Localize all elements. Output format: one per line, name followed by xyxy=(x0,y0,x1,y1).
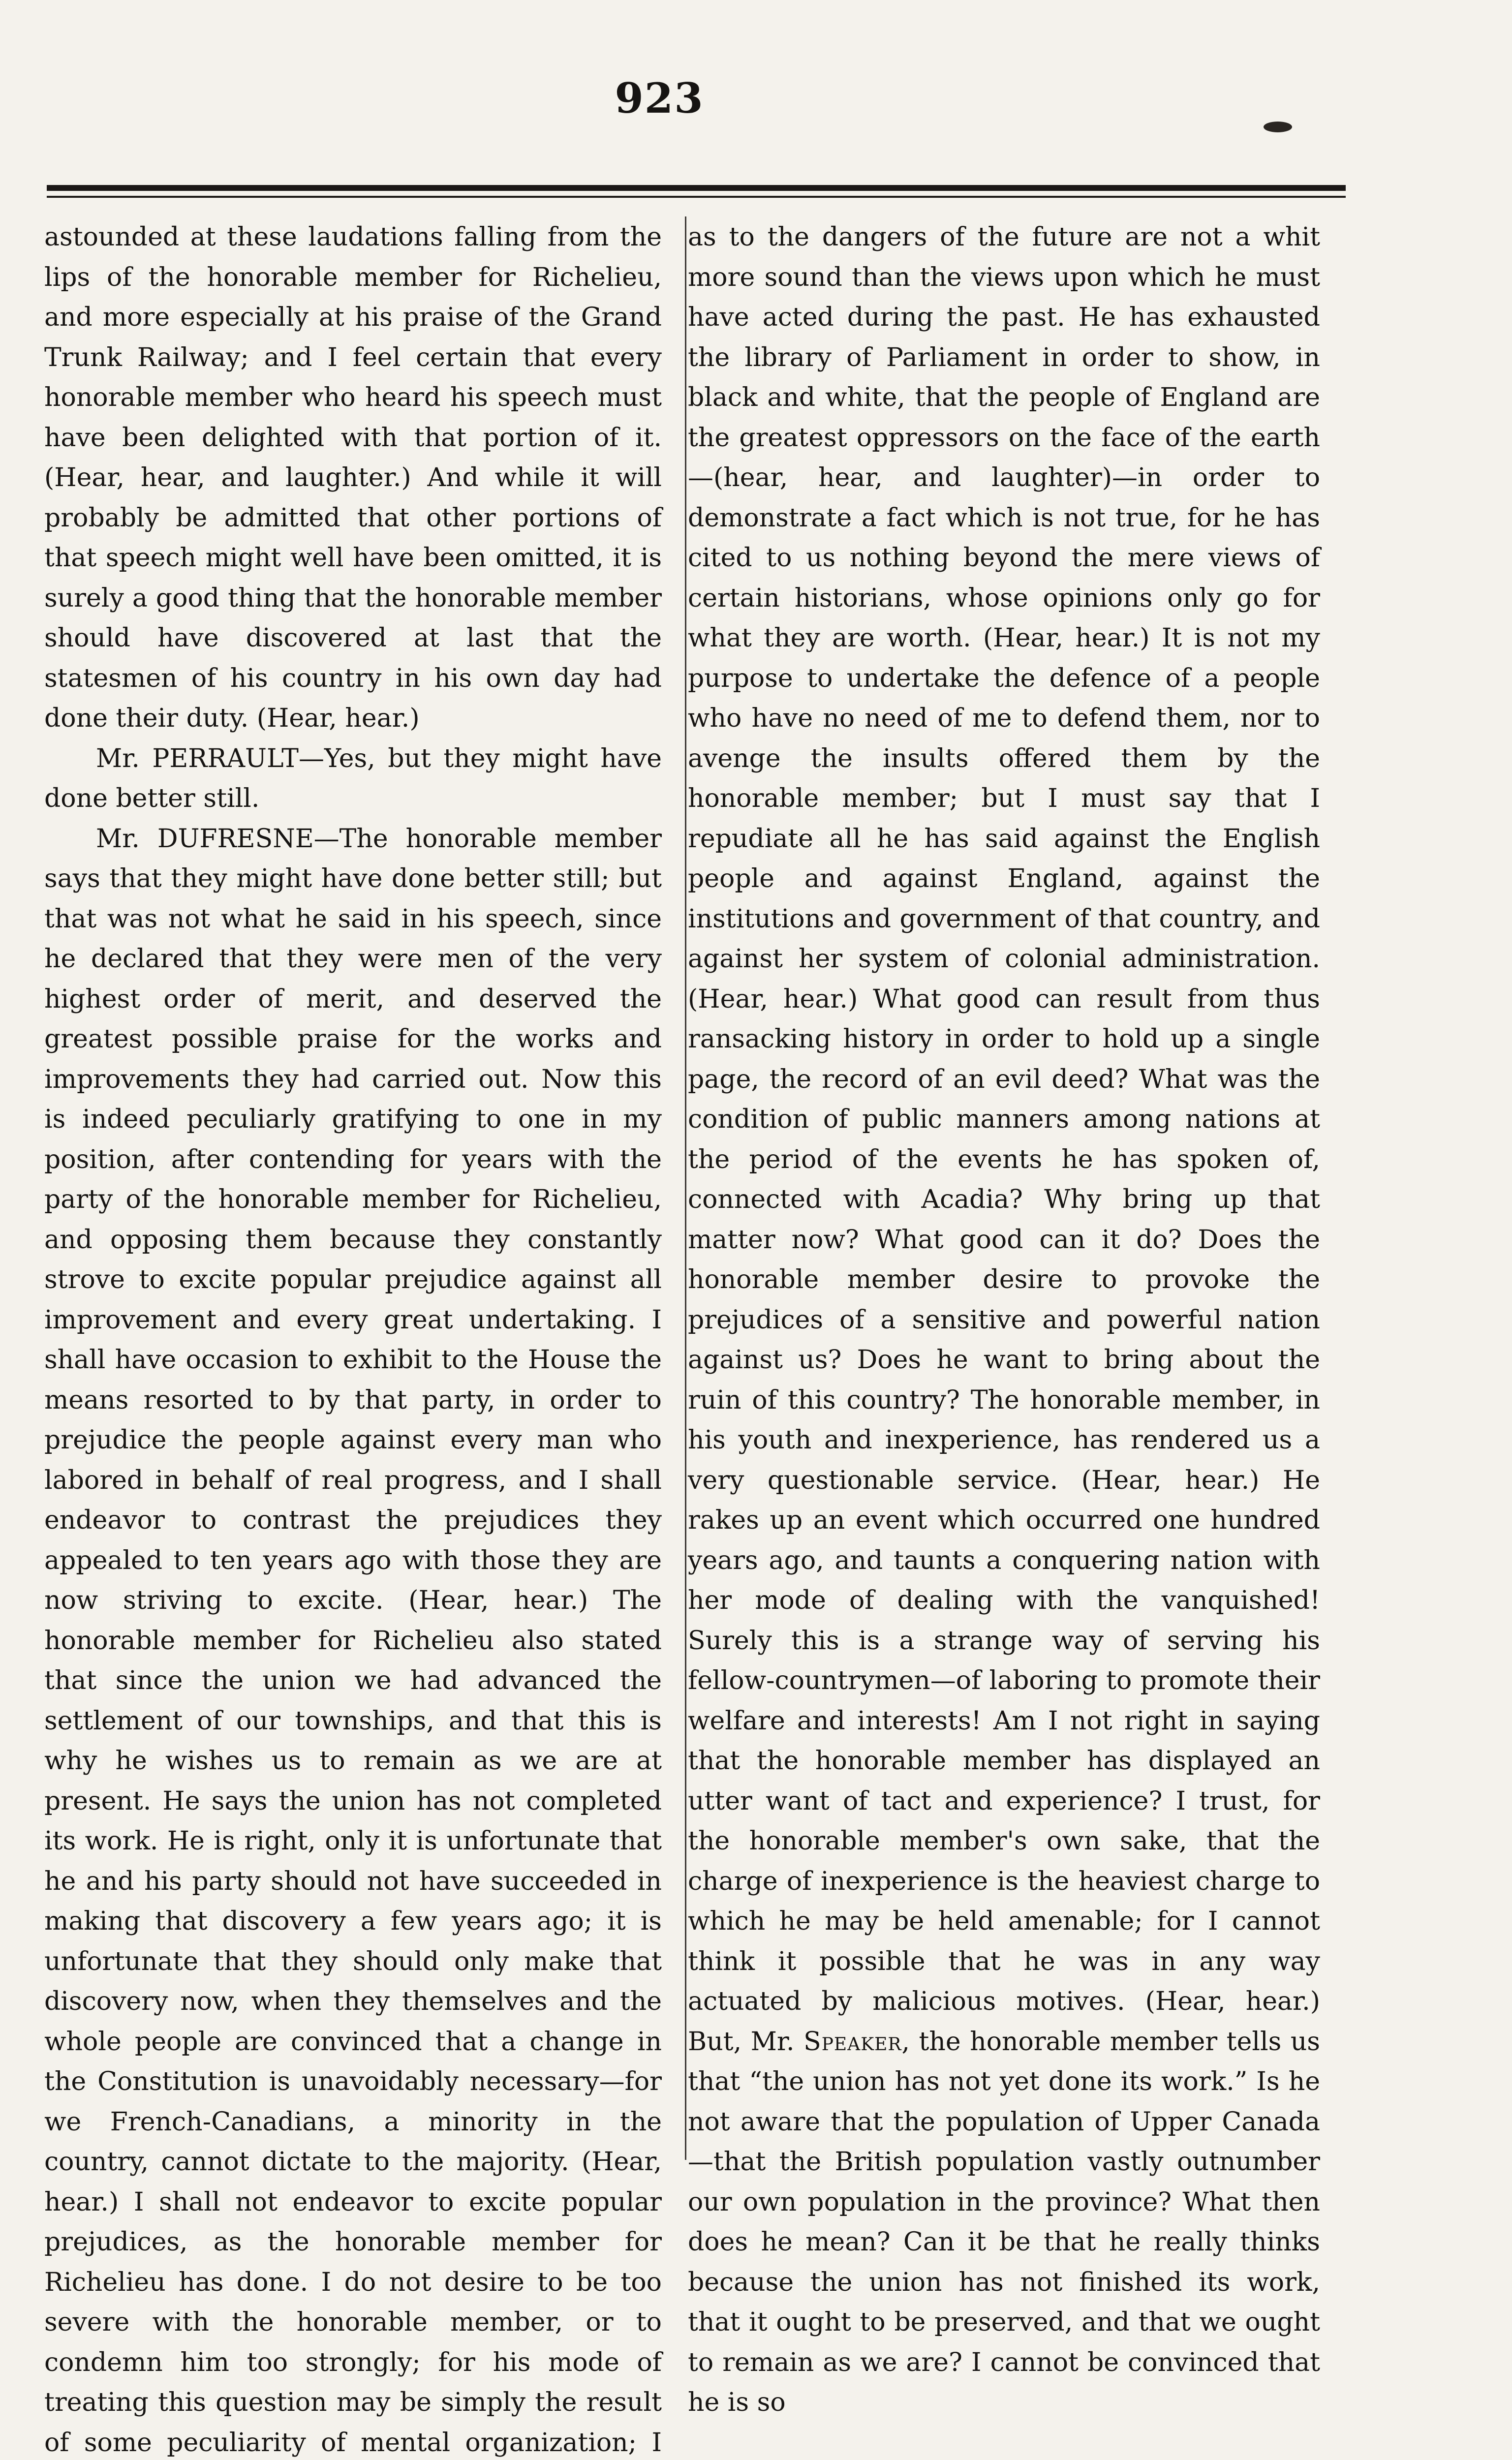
paragraph-perrault xyxy=(44,739,662,819)
paragraph-continuation: astounded at these laudations falling from the lips of the honorable member for Richelieu, and more especially at his praise of the Grand Trunk Railway; and I feel certain that every honorable member who heard his speech must have been delighted with that portion of it. (Hear, hear, and laughter.) And while it will probably be admitted that other portions of that speech might well have been omitted, it is surely a good thing that the honorable member should have discovered at last that the statesmen of his country in his own day had done their duty. (Hear, hear.) xyxy=(44,217,662,739)
right-text-part-2: , the honorable member tells us that “the union has not yet done its work.” Is he not aware that the population of Upper Canada—that the British population vastly outnumber our own population in the province? What then does he mean? Can it be that he really thinks because the union has not finished its work, that it ought to be preserved, and that we ought to remain as we are? I cannot be convinced that he is so xyxy=(688,2027,1320,2418)
perrault-remark: —Yes, but they might have done better still. xyxy=(44,744,662,814)
left-column xyxy=(44,217,662,2377)
paragraph-right xyxy=(688,217,1320,2423)
paragraph-dufresne xyxy=(44,819,662,2460)
speaker-reference: Speaker xyxy=(803,2027,901,2057)
right-text-part-1: as to the dangers of the future are not a whit more sound than the views upon which he must have acted during the past. He has exhausted the library of Parliament in order to show, in black and white, that the people of England are the greatest oppressors on the face of the earth—(hear, hear, and laughter)—in order to demonstrate a fact which is not true, for he has cited to us nothing beyond the mere views of certain historians, whose opinions only go for what they are worth. (Hear, hear.) It is not my purpose to undertake the defence of a people who have no need of me to defend them, nor to avenge the insults offered them by the honorable member; but I must say that I repudiate all he has said against the English people and against England, against the institutions and government of that country, and against her system of colonial administration. (Hear, hear.) What good can result from thus ransacking history in order to hold up a single page, the record of an evil deed? What was the condition of public manners among nations at the period of the events he has spoken of, connected with Acadia? Why bring up that matter now? What good can it do? Does the honorable member desire to provoke the prejudices of a sensitive and powerful nation against us? Does he want to bring about the ruin of this country? The honorable member, in his youth and inexperience, has rendered us a very questionable service. (Hear, hear.) He rakes up an event which occurred one hundred years ago, and taunts a conquering nation with her mode of dealing with the vanquished! Surely this is a strange way of serving his fellow-countrymen—of laboring to promote their welfare and interests! Am I not right in saying that the honorable member has displayed an utter want of tact and experience? I trust, for the honorable member's own sake, that the charge of inexperience is the heaviest charge to which he may be held amenable; for I cannot think it possible that he was in any way actuated by malicious motives. (Hear, hear.) But, Mr. xyxy=(688,222,1320,2057)
page-number: 923 xyxy=(610,74,709,123)
header-rule-thin xyxy=(47,196,1346,198)
speaker-dufresne: Mr. DUFRESNE xyxy=(96,824,314,854)
speaker-perrault: Mr. PERRAULT xyxy=(96,744,299,773)
ornament-mark xyxy=(1264,122,1292,132)
column-divider xyxy=(685,216,686,2160)
dufresne-speech: —The honorable member says that they might have done better still; but that was not what he said in his speech, since he declared that they were men of the very highest order of merit, and deserved the greatest possible praise for the works and improvements they had carried out. Now this is indeed peculiarly gratifying to one in my position, after contending for years with the party of the honorable member for Richelieu, and opposing them because they constantly strove to excite popular prejudice against all improvement and every great undertaking. I shall have occasion to exhibit to the House the means resorted to by that party, in order to prejudice the people against every man who labored in behalf of real progress, and I shall endeavor to contrast the prejudices they appealed to ten years ago with those they are now striving to excite. (Hear, hear.) The honorable member for Richelieu also stated that since the union we had advanced the settlement of our townships, and that this is why he wishes us to remain as we are at present. He says the union has not completed its work. He is right, only it is unfortunate that he and his party should not have succeeded in making that discovery a few years ago; it is unfortunate that they should only make that discovery now, when they themselves and the whole people are convinced that a change in the Constitution is unavoidably necessary—for we French-Canadians, a minority in the country, cannot dictate to the majority. (Hear, hear.) I shall not endeavor to excite popular prejudices, as the honorable member for Richelieu has done. I do not desire to be too severe with the honorable member, or to condemn him too strongly; for his mode of treating this question may be simply the result of some peculiarity of mental organization; I xyxy=(44,824,662,2460)
header-rule-thick xyxy=(47,185,1346,191)
right-column xyxy=(688,217,1320,2377)
